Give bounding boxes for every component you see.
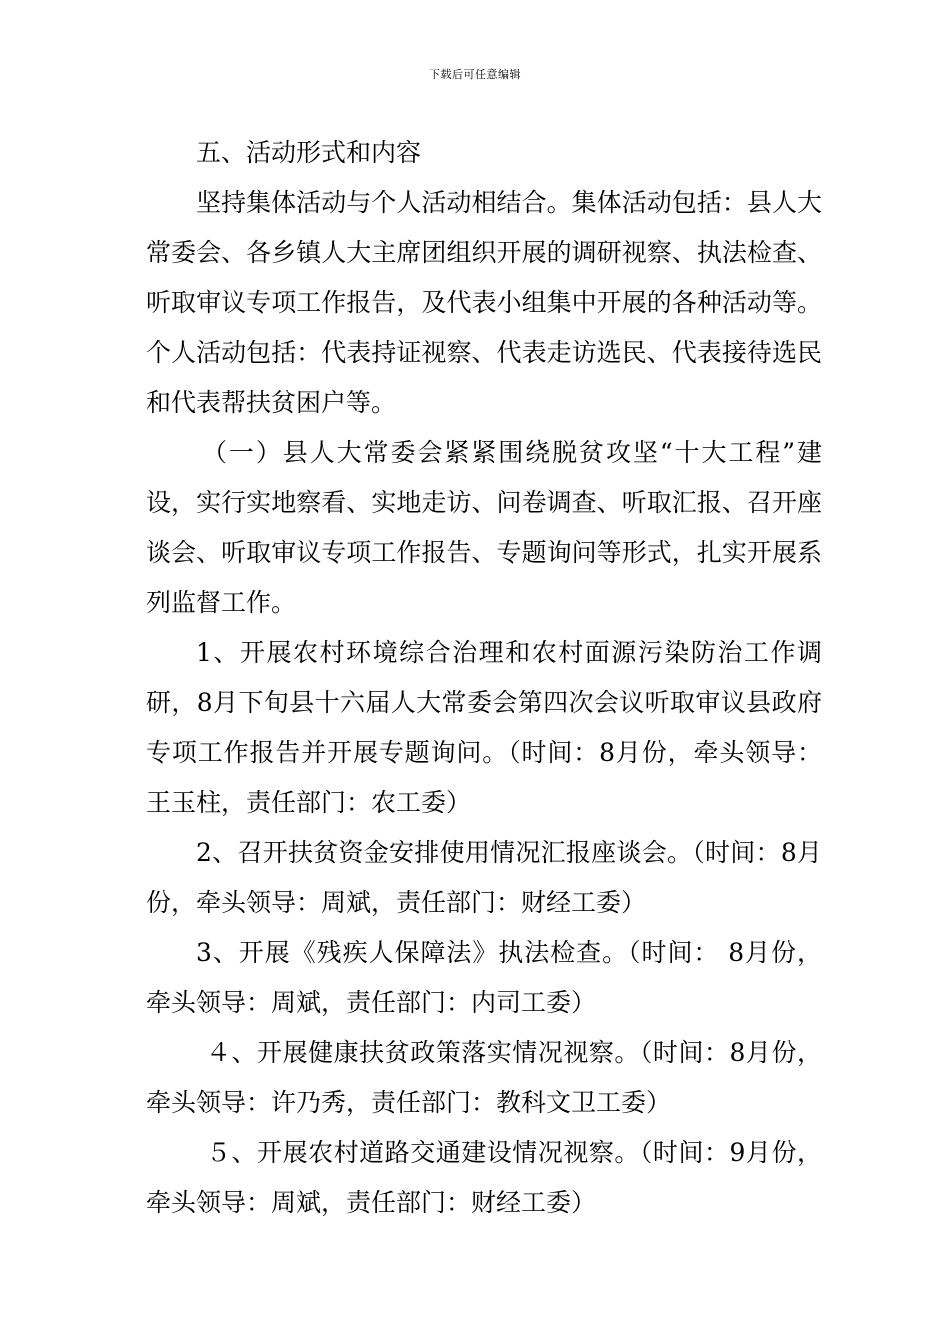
paragraph: （一）县人大常委会紧紧围绕脱贫攻坚“十大工程”建设，实行实地察看、实地走访、问卷调查、听取汇报、召开座谈会、听取审议专项工作报告、专题询问等形式，扎实开展系列监督工作。 [146,438,822,617]
list-item: 2、召开扶贫资金安排使用情况汇报座谈会。（时间：8月份，牵头领导：周斌，责任部门：财经工委） [146,838,822,917]
section-title: 五、活动形式和内容 [196,138,422,167]
page-header: 下载后可任意编辑 [429,68,521,81]
list-item: 3、开展《残疾人保障法》执法检查。（时间： 8月份，牵头领导：周斌，责任部门：内司工委） [146,938,822,1017]
document-body [146,128,822,1228]
paragraph: 坚持集体活动与个人活动相结合。集体活动包括：县人大常委会、各乡镇人大主席团组织开展的调研视察、执法检查、听取审议专项工作报告，及代表小组集中开展的各种活动等。个人活动包括：代表持证视察、代表走访选民、代表接待选民和代表帮扶贫困户等。 [146,188,822,417]
list-item: ５、开展农村道路交通建设情况视察。（时间：9月份，牵头领导：周斌，责任部门：财经工委） [146,1138,822,1217]
list-item: 1、开展农村环境综合治理和农村面源污染防治工作调研，8月下旬县十六届人大常委会第四次会议听取审议县政府专项工作报告并开展专题询问。（时间：8月份，牵头领导：王玉柱，责任部门：农工委） [146,638,822,817]
list-item: ４、开展健康扶贫政策落实情况视察。（时间：8月份，牵头领导：许乃秀，责任部门：教科文卫工委） [146,1038,822,1117]
